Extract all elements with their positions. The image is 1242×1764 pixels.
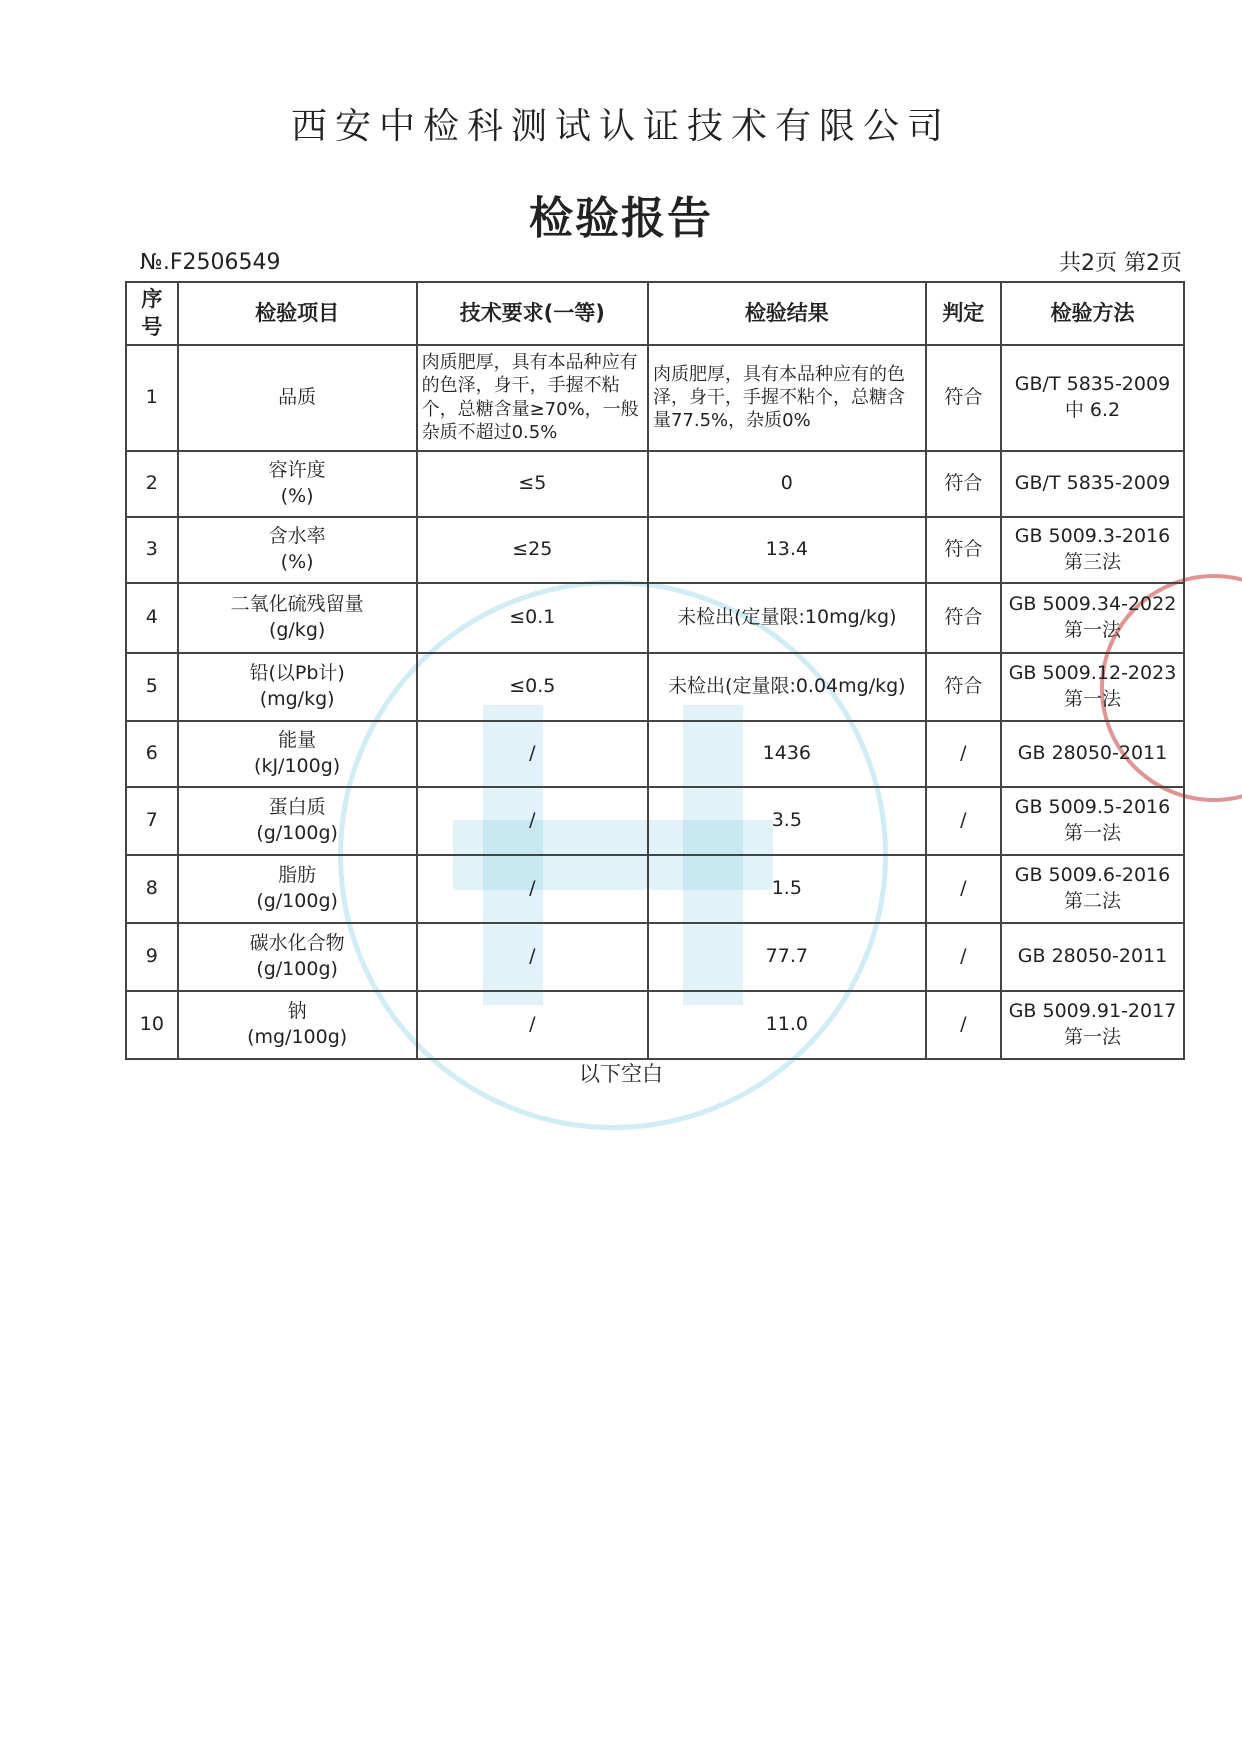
row-judgement: / xyxy=(926,721,1001,787)
row-item xyxy=(178,855,417,923)
col-header-no: 序号 xyxy=(126,282,178,345)
row-item xyxy=(178,721,417,787)
row-method xyxy=(1001,653,1184,721)
row-judgement: / xyxy=(926,923,1001,991)
row-result: 1.5 xyxy=(648,855,926,923)
row-item-unit: (mg/kg) xyxy=(259,687,335,710)
row-item-unit: (kJ/100g) xyxy=(254,754,341,777)
row-item-name: 脂肪 xyxy=(278,864,317,887)
row-requirement: / xyxy=(417,855,648,923)
company-name: 西安中检科测试认证技术有限公司 xyxy=(290,106,951,147)
row-method xyxy=(1001,855,1184,923)
row-method-clause: 中 6.2 xyxy=(1064,398,1121,421)
row-item-unit: (g/kg) xyxy=(268,618,326,641)
row-requirement: / xyxy=(417,923,648,991)
row-no: 9 xyxy=(126,923,178,991)
row-item-name: 碳水化合物 xyxy=(249,932,345,955)
row-result: 0 xyxy=(648,451,926,517)
row-result: 11.0 xyxy=(648,991,926,1059)
row-no: 8 xyxy=(126,855,178,923)
row-item-name: 含水率 xyxy=(268,525,326,548)
row-item xyxy=(178,653,417,721)
row-item-name: 钠 xyxy=(287,1000,307,1023)
row-item-unit: (%) xyxy=(280,484,314,507)
table-row xyxy=(126,517,1184,583)
inspection-table xyxy=(125,281,1185,1060)
row-item-name: 铅(以Pb计) xyxy=(249,662,345,685)
col-header-requirement: 技术要求(一等) xyxy=(417,282,648,345)
row-result: 未检出(定量限:0.04mg/kg) xyxy=(648,653,926,721)
col-header-method: 检验方法 xyxy=(1001,282,1184,345)
row-judgement: 符合 xyxy=(926,583,1001,653)
row-method xyxy=(1001,583,1184,653)
row-method xyxy=(1001,517,1184,583)
row-judgement: / xyxy=(926,855,1001,923)
row-judgement: 符合 xyxy=(926,345,1001,451)
row-requirement: / xyxy=(417,991,648,1059)
col-header-judgement: 判定 xyxy=(926,282,1001,345)
row-result: 1436 xyxy=(648,721,926,787)
row-judgement: / xyxy=(926,787,1001,855)
row-method-clause: 第一法 xyxy=(1063,687,1121,710)
row-judgement: 符合 xyxy=(926,517,1001,583)
table-row xyxy=(126,451,1184,517)
row-judgement: / xyxy=(926,991,1001,1059)
table-row xyxy=(126,855,1184,923)
page-info: 共2页 第2页 xyxy=(1059,251,1182,276)
row-method-standard: GB 5009.5-2016 xyxy=(1014,796,1171,819)
row-method xyxy=(1001,923,1184,991)
row-method-standard: GB 5009.3-2016 xyxy=(1014,525,1171,548)
row-method-standard: GB/T 5835-2009 xyxy=(1014,373,1171,396)
row-item-name: 容许度 xyxy=(268,459,326,482)
row-method xyxy=(1001,721,1184,787)
row-method-standard: GB 5009.34-2022 xyxy=(1008,593,1177,616)
row-result: 77.7 xyxy=(648,923,926,991)
row-item-unit: (g/100g) xyxy=(256,957,338,980)
row-method-standard: GB 28050-2011 xyxy=(1017,741,1168,764)
row-item-unit: (mg/100g) xyxy=(247,1025,348,1048)
row-item-name: 蛋白质 xyxy=(268,796,326,819)
row-requirement: / xyxy=(417,787,648,855)
table-row xyxy=(126,721,1184,787)
row-method-clause: 第二法 xyxy=(1063,889,1121,912)
row-item-name: 品质 xyxy=(278,385,317,408)
row-no: 5 xyxy=(126,653,178,721)
row-method xyxy=(1001,345,1184,451)
table-header-row xyxy=(126,282,1184,345)
row-item xyxy=(178,787,417,855)
row-method-standard: GB 5009.12-2023 xyxy=(1008,662,1177,685)
row-result: 3.5 xyxy=(648,787,926,855)
row-requirement: ≤0.1 xyxy=(417,583,648,653)
table-row xyxy=(126,345,1184,451)
row-method-standard: GB 28050-2011 xyxy=(1017,944,1168,967)
table-row xyxy=(126,653,1184,721)
table-row xyxy=(126,787,1184,855)
row-item-unit: (g/100g) xyxy=(256,889,338,912)
row-item-unit: (%) xyxy=(280,550,314,573)
row-requirement: ≤5 xyxy=(417,451,648,517)
row-item xyxy=(178,517,417,583)
row-method xyxy=(1001,991,1184,1059)
row-result: 肉质肥厚，具有本品种应有的色泽，身干，手握不粘个，总糖含量77.5%，杂质0% xyxy=(648,345,926,451)
row-item-name: 能量 xyxy=(278,729,317,752)
row-item xyxy=(178,345,417,451)
row-method xyxy=(1001,451,1184,517)
row-no: 1 xyxy=(126,345,178,451)
row-method-clause: 第一法 xyxy=(1063,821,1121,844)
col-header-item: 检验项目 xyxy=(178,282,417,345)
report-number: №.F2506549 xyxy=(140,250,281,275)
row-method-standard: GB 5009.91-2017 xyxy=(1008,1000,1177,1023)
row-method-clause: 第三法 xyxy=(1063,550,1121,573)
blank-below-note: 以下空白 xyxy=(579,1062,663,1086)
row-judgement: 符合 xyxy=(926,653,1001,721)
table-row xyxy=(126,923,1184,991)
row-no: 7 xyxy=(126,787,178,855)
row-item-unit: (g/100g) xyxy=(256,821,338,844)
row-requirement: ≤0.5 xyxy=(417,653,648,721)
row-result: 13.4 xyxy=(648,517,926,583)
row-item xyxy=(178,991,417,1059)
row-no: 3 xyxy=(126,517,178,583)
row-method-clause: 第一法 xyxy=(1063,618,1121,641)
row-method-clause: 第一法 xyxy=(1063,1025,1121,1048)
row-result: 未检出(定量限:10mg/kg) xyxy=(648,583,926,653)
row-no: 2 xyxy=(126,451,178,517)
table-row xyxy=(126,991,1184,1059)
report-title: 检验报告 xyxy=(529,193,713,244)
row-judgement: 符合 xyxy=(926,451,1001,517)
row-item-name: 二氧化硫残留量 xyxy=(230,593,364,616)
table-row xyxy=(126,583,1184,653)
row-item xyxy=(178,923,417,991)
row-no: 6 xyxy=(126,721,178,787)
row-method-standard: GB/T 5835-2009 xyxy=(1014,471,1171,494)
row-item xyxy=(178,583,417,653)
row-no: 4 xyxy=(126,583,178,653)
row-method xyxy=(1001,787,1184,855)
row-item xyxy=(178,451,417,517)
row-method-standard: GB 5009.6-2016 xyxy=(1014,864,1171,887)
row-requirement: 肉质肥厚，具有本品种应有的色泽，身干，手握不粘个，总糖含量≥70%，一般杂质不超过0.5% xyxy=(417,345,648,451)
row-requirement: / xyxy=(417,721,648,787)
row-no: 10 xyxy=(126,991,178,1059)
row-requirement: ≤25 xyxy=(417,517,648,583)
col-header-result: 检验结果 xyxy=(648,282,926,345)
